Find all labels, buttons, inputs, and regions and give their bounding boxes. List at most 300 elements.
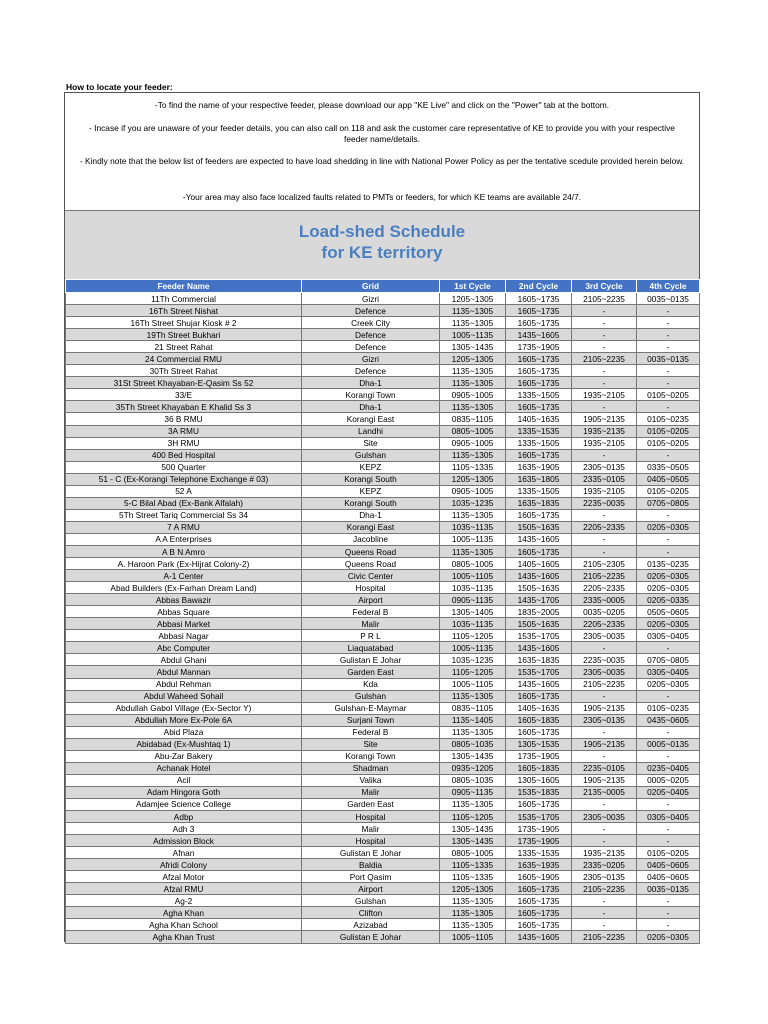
table-row xyxy=(66,847,700,859)
cell-grid: Korangi Town xyxy=(302,750,440,762)
cell-4th-cycle: - xyxy=(637,545,700,557)
cell-2nd-cycle: 1535~1705 xyxy=(506,666,572,678)
cell-grid: Gizri xyxy=(302,293,440,305)
cell-4th-cycle: 0105~0235 xyxy=(637,413,700,425)
table-row xyxy=(66,702,700,714)
cell-2nd-cycle: 1535~1835 xyxy=(506,786,572,798)
table-row xyxy=(66,461,700,473)
cell-feeder-name: 51 - C (Ex-Korangi Telephone Exchange # 03) xyxy=(66,473,302,485)
cell-3rd-cycle: - xyxy=(572,305,637,317)
cell-4th-cycle: 0435~0605 xyxy=(637,714,700,726)
cell-1st-cycle: 0805~1005 xyxy=(440,847,506,859)
table-row xyxy=(66,594,700,606)
table-row xyxy=(66,823,700,835)
cell-4th-cycle: - xyxy=(637,798,700,810)
cell-grid: Garden East xyxy=(302,798,440,810)
cell-4th-cycle: 0305~0405 xyxy=(637,811,700,823)
cell-feeder-name: 21 Street Rahat xyxy=(66,341,302,353)
cell-feeder-name: 7 A RMU xyxy=(66,521,302,533)
table-row xyxy=(66,389,700,401)
cell-grid: Federal B xyxy=(302,726,440,738)
table-row xyxy=(66,317,700,329)
cell-feeder-name: Afridi Colony xyxy=(66,859,302,871)
table-row xyxy=(66,895,700,907)
cell-feeder-name: 3H RMU xyxy=(66,437,302,449)
cell-2nd-cycle: 1435~1705 xyxy=(506,594,572,606)
cell-grid: Hospital xyxy=(302,811,440,823)
cell-grid: Jacobline xyxy=(302,533,440,545)
table-row xyxy=(66,413,700,425)
table-row xyxy=(66,714,700,726)
cell-feeder-name: Abdul Rehman xyxy=(66,678,302,690)
cell-2nd-cycle: 1605~1905 xyxy=(506,871,572,883)
cell-2nd-cycle: 1505~1635 xyxy=(506,521,572,533)
cell-feeder-name: Abdullah Gabol Village (Ex-Sector Y) xyxy=(66,702,302,714)
cell-feeder-name: Abbas Bawazir xyxy=(66,594,302,606)
cell-feeder-name: A B N Amro xyxy=(66,545,302,557)
note-local-faults: -Your area may also face localized faults related to PMTs or feeders, for which KE teams are available 24/7. xyxy=(182,192,582,202)
cell-4th-cycle: 0205~0335 xyxy=(637,594,700,606)
table-row xyxy=(66,329,700,341)
cell-2nd-cycle: 1435~1605 xyxy=(506,329,572,341)
cell-feeder-name: Adbp xyxy=(66,811,302,823)
cell-grid: Shadman xyxy=(302,762,440,774)
cell-2nd-cycle: 1605~1735 xyxy=(506,907,572,919)
cell-feeder-name: 11Th Commercial xyxy=(66,293,302,305)
cell-2nd-cycle: 1605~1735 xyxy=(506,919,572,931)
cell-1st-cycle: 1205~1305 xyxy=(440,883,506,895)
table-row xyxy=(66,690,700,702)
cell-4th-cycle: - xyxy=(637,401,700,413)
cell-feeder-name: A A Enterprises xyxy=(66,533,302,545)
cell-1st-cycle: 1305~1435 xyxy=(440,750,506,762)
cell-feeder-name: Abad Builders (Ex-Farhan Dream Land) xyxy=(66,582,302,594)
cell-feeder-name: Agha Khan xyxy=(66,907,302,919)
cell-2nd-cycle: 1735~1905 xyxy=(506,341,572,353)
cell-4th-cycle: - xyxy=(637,533,700,545)
cell-4th-cycle: - xyxy=(637,919,700,931)
cell-2nd-cycle: 1605~1735 xyxy=(506,293,572,305)
cell-grid: Landhi xyxy=(302,425,440,437)
cell-2nd-cycle: 1405~1635 xyxy=(506,702,572,714)
cell-grid: Gulistan E Johar xyxy=(302,847,440,859)
cell-3rd-cycle: - xyxy=(572,835,637,847)
cell-1st-cycle: 1005~1135 xyxy=(440,533,506,545)
cell-grid: Malir xyxy=(302,786,440,798)
cell-4th-cycle: - xyxy=(637,823,700,835)
cell-2nd-cycle: 1605~1735 xyxy=(506,545,572,557)
cell-4th-cycle: 0105~0205 xyxy=(637,425,700,437)
cell-grid: Korangi East xyxy=(302,413,440,425)
cell-grid: Site xyxy=(302,437,440,449)
cell-4th-cycle: - xyxy=(637,341,700,353)
cell-feeder-name: 24 Commercial RMU xyxy=(66,353,302,365)
cell-grid: KEPZ xyxy=(302,461,440,473)
cell-1st-cycle: 0805~1035 xyxy=(440,738,506,750)
table-header-row xyxy=(66,280,700,293)
cell-3rd-cycle: 2135~0005 xyxy=(572,786,637,798)
cell-4th-cycle: 0235~0405 xyxy=(637,762,700,774)
cell-4th-cycle: 0305~0405 xyxy=(637,630,700,642)
cell-feeder-name: 36 B RMU xyxy=(66,413,302,425)
cell-feeder-name: Abc Computer xyxy=(66,642,302,654)
cell-1st-cycle: 1135~1305 xyxy=(440,377,506,389)
cell-3rd-cycle: - xyxy=(572,377,637,389)
cell-2nd-cycle: 1405~1635 xyxy=(506,413,572,425)
cell-1st-cycle: 0905~1005 xyxy=(440,485,506,497)
cell-feeder-name: Abbasi Nagar xyxy=(66,630,302,642)
cell-4th-cycle: 0205~0305 xyxy=(637,582,700,594)
cell-grid: Korangi Town xyxy=(302,389,440,401)
cell-grid: Gulistan E Johar xyxy=(302,931,440,943)
cell-2nd-cycle: 1435~1605 xyxy=(506,533,572,545)
cell-3rd-cycle: 2335~0005 xyxy=(572,594,637,606)
header-4th-cycle: 4th Cycle xyxy=(637,280,700,293)
cell-3rd-cycle: 1935~2135 xyxy=(572,425,637,437)
cell-feeder-name: Abidabad (Ex-Mushtaq 1) xyxy=(66,738,302,750)
cell-grid: Airport xyxy=(302,883,440,895)
cell-grid: Malir xyxy=(302,823,440,835)
cell-grid: Liaquatabad xyxy=(302,642,440,654)
table-row xyxy=(66,485,700,497)
cell-4th-cycle: 0405~0605 xyxy=(637,859,700,871)
cell-2nd-cycle: 1605~1735 xyxy=(506,895,572,907)
table-row xyxy=(66,907,700,919)
cell-3rd-cycle: 2305~0035 xyxy=(572,630,637,642)
cell-1st-cycle: 1135~1305 xyxy=(440,365,506,377)
cell-feeder-name: 52 A xyxy=(66,485,302,497)
cell-3rd-cycle: - xyxy=(572,726,637,738)
cell-4th-cycle: 0205~0305 xyxy=(637,521,700,533)
cell-4th-cycle: - xyxy=(637,509,700,521)
cell-2nd-cycle: 1305~1605 xyxy=(506,774,572,786)
cell-4th-cycle: 0035~0135 xyxy=(637,293,700,305)
table-row xyxy=(66,678,700,690)
table-row xyxy=(66,642,700,654)
table-row xyxy=(66,473,700,485)
cell-1st-cycle: 1135~1305 xyxy=(440,907,506,919)
table-row xyxy=(66,582,700,594)
cell-2nd-cycle: 1605~1735 xyxy=(506,317,572,329)
cell-grid: Civic Center xyxy=(302,570,440,582)
cell-3rd-cycle: 2105~2235 xyxy=(572,678,637,690)
cell-1st-cycle: 0905~1135 xyxy=(440,594,506,606)
cell-3rd-cycle: 1905~2135 xyxy=(572,702,637,714)
cell-1st-cycle: 1105~1335 xyxy=(440,461,506,473)
cell-4th-cycle: - xyxy=(637,895,700,907)
cell-3rd-cycle: 2305~0035 xyxy=(572,666,637,678)
cell-2nd-cycle: 1405~1605 xyxy=(506,558,572,570)
cell-2nd-cycle: 1605~1735 xyxy=(506,449,572,461)
cell-1st-cycle: 1105~1335 xyxy=(440,859,506,871)
cell-2nd-cycle: 1635~1935 xyxy=(506,859,572,871)
table-row xyxy=(66,786,700,798)
cell-3rd-cycle: - xyxy=(572,750,637,762)
table-row xyxy=(66,666,700,678)
cell-4th-cycle: - xyxy=(637,726,700,738)
cell-1st-cycle: 1035~1235 xyxy=(440,497,506,509)
cell-feeder-name: Admission Block xyxy=(66,835,302,847)
cell-3rd-cycle: 2205~2335 xyxy=(572,582,637,594)
cell-1st-cycle: 1205~1305 xyxy=(440,293,506,305)
cell-3rd-cycle: 1935~2105 xyxy=(572,437,637,449)
cell-4th-cycle: 0105~0235 xyxy=(637,702,700,714)
cell-3rd-cycle: 2105~2235 xyxy=(572,570,637,582)
cell-2nd-cycle: 1335~1535 xyxy=(506,425,572,437)
cell-feeder-name: 30Th Street Rahat xyxy=(66,365,302,377)
table-row xyxy=(66,353,700,365)
cell-4th-cycle: 0105~0205 xyxy=(637,485,700,497)
table-row xyxy=(66,533,700,545)
cell-4th-cycle: 0105~0205 xyxy=(637,389,700,401)
cell-3rd-cycle: 2105~2235 xyxy=(572,293,637,305)
cell-2nd-cycle: 1605~1735 xyxy=(506,365,572,377)
table-row xyxy=(66,762,700,774)
note-app: -To find the name of your respective feeder, please download our app "KE Live" and click on the "Power" tab at the bottom. xyxy=(154,100,610,110)
cell-3rd-cycle: 2235~0105 xyxy=(572,762,637,774)
table-row xyxy=(66,798,700,810)
table-row xyxy=(66,919,700,931)
schedule-document xyxy=(64,92,700,942)
cell-4th-cycle: - xyxy=(637,317,700,329)
cell-3rd-cycle: 1935~2105 xyxy=(572,485,637,497)
cell-4th-cycle: - xyxy=(637,365,700,377)
cell-feeder-name: 400 Bed Hospital xyxy=(66,449,302,461)
cell-2nd-cycle: 1505~1635 xyxy=(506,582,572,594)
cell-1st-cycle: 1105~1205 xyxy=(440,811,506,823)
cell-grid: Queens Road xyxy=(302,545,440,557)
table-row xyxy=(66,738,700,750)
cell-grid: Malir xyxy=(302,618,440,630)
cell-2nd-cycle: 1435~1605 xyxy=(506,570,572,582)
cell-2nd-cycle: 1435~1605 xyxy=(506,678,572,690)
cell-1st-cycle: 1205~1305 xyxy=(440,473,506,485)
table-row xyxy=(66,570,700,582)
cell-grid: Defence xyxy=(302,341,440,353)
cell-2nd-cycle: 1635~1835 xyxy=(506,654,572,666)
cell-3rd-cycle: 2335~0205 xyxy=(572,859,637,871)
cell-4th-cycle: - xyxy=(637,642,700,654)
cell-grid: Clifton xyxy=(302,907,440,919)
cell-3rd-cycle: - xyxy=(572,690,637,702)
cell-1st-cycle: 0905~1005 xyxy=(440,437,506,449)
cell-3rd-cycle: 1935~2105 xyxy=(572,389,637,401)
cell-grid: Korangi South xyxy=(302,497,440,509)
cell-3rd-cycle: 2105~2235 xyxy=(572,931,637,943)
cell-2nd-cycle: 1335~1535 xyxy=(506,847,572,859)
cell-1st-cycle: 1135~1305 xyxy=(440,509,506,521)
cell-feeder-name: 35Th Street Khayaban E Khalid Ss 3 xyxy=(66,401,302,413)
cell-1st-cycle: 0805~1005 xyxy=(440,425,506,437)
cell-2nd-cycle: 1335~1505 xyxy=(506,437,572,449)
cell-2nd-cycle: 1605~1735 xyxy=(506,305,572,317)
cell-feeder-name: 500 Quarter xyxy=(66,461,302,473)
cell-3rd-cycle: 1905~2135 xyxy=(572,774,637,786)
cell-2nd-cycle: 1605~1735 xyxy=(506,883,572,895)
cell-4th-cycle: 0705~0805 xyxy=(637,654,700,666)
cell-feeder-name: Abdul Waheed Sohail xyxy=(66,690,302,702)
cell-4th-cycle: 0405~0505 xyxy=(637,473,700,485)
cell-grid: Port Qasim xyxy=(302,871,440,883)
cell-1st-cycle: 1305~1435 xyxy=(440,823,506,835)
cell-4th-cycle: 0035~0135 xyxy=(637,353,700,365)
cell-feeder-name: Agha Khan School xyxy=(66,919,302,931)
cell-2nd-cycle: 1335~1505 xyxy=(506,485,572,497)
cell-grid: Gulistan E Johar xyxy=(302,654,440,666)
cell-grid: Gulshan xyxy=(302,895,440,907)
cell-2nd-cycle: 1635~1805 xyxy=(506,473,572,485)
cell-feeder-name: 5Th Street Tariq Commercial Ss 34 xyxy=(66,509,302,521)
cell-1st-cycle: 1135~1305 xyxy=(440,449,506,461)
cell-grid: Gulshan xyxy=(302,690,440,702)
cell-4th-cycle: - xyxy=(637,377,700,389)
cell-grid: Gizri xyxy=(302,353,440,365)
table-row xyxy=(66,545,700,557)
table-row xyxy=(66,365,700,377)
cell-2nd-cycle: 1605~1835 xyxy=(506,714,572,726)
cell-feeder-name: Abbasi Market xyxy=(66,618,302,630)
cell-2nd-cycle: 1605~1735 xyxy=(506,377,572,389)
header-3rd-cycle: 3rd Cycle xyxy=(572,280,637,293)
table-row xyxy=(66,558,700,570)
cell-1st-cycle: 0905~1005 xyxy=(440,389,506,401)
cell-grid: Defence xyxy=(302,329,440,341)
cell-feeder-name: Abid Plaza xyxy=(66,726,302,738)
cell-1st-cycle: 1005~1135 xyxy=(440,642,506,654)
cell-3rd-cycle: - xyxy=(572,533,637,545)
cell-grid: Dha-1 xyxy=(302,509,440,521)
table-body xyxy=(66,293,700,944)
cell-grid: Baldia xyxy=(302,859,440,871)
table-row xyxy=(66,630,700,642)
cell-1st-cycle: 1135~1305 xyxy=(440,726,506,738)
cell-feeder-name: Adamjee Science College xyxy=(66,798,302,810)
cell-4th-cycle: 0705~0805 xyxy=(637,497,700,509)
table-row xyxy=(66,341,700,353)
cell-grid: Hospital xyxy=(302,582,440,594)
note-call-118: - Incase if you are unaware of your feeder details, you can also call on 118 and ask the customer care representative of KE to provide you with your respective feeder name/details. xyxy=(89,123,675,144)
cell-feeder-name: Abbas Square xyxy=(66,606,302,618)
cell-1st-cycle: 1105~1205 xyxy=(440,666,506,678)
header-2nd-cycle: 2nd Cycle xyxy=(506,280,572,293)
table-row xyxy=(66,883,700,895)
cell-2nd-cycle: 1735~1905 xyxy=(506,750,572,762)
cell-2nd-cycle: 1735~1905 xyxy=(506,823,572,835)
cell-3rd-cycle: - xyxy=(572,907,637,919)
cell-3rd-cycle: - xyxy=(572,449,637,461)
cell-feeder-name: Abu-Zar Bakery xyxy=(66,750,302,762)
cell-feeder-name: 3A RMU xyxy=(66,425,302,437)
cell-3rd-cycle: - xyxy=(572,341,637,353)
table-row xyxy=(66,859,700,871)
cell-2nd-cycle: 1605~1735 xyxy=(506,798,572,810)
cell-1st-cycle: 1035~1135 xyxy=(440,618,506,630)
cell-3rd-cycle: 2205~2335 xyxy=(572,618,637,630)
cell-1st-cycle: 1035~1135 xyxy=(440,521,506,533)
cell-4th-cycle: 0335~0505 xyxy=(637,461,700,473)
title-line-1: Load-shed Schedule xyxy=(298,222,466,241)
cell-4th-cycle: - xyxy=(637,907,700,919)
cell-3rd-cycle: 2305~0135 xyxy=(572,871,637,883)
cell-feeder-name: Agha Khan Trust xyxy=(66,931,302,943)
cell-grid: Site xyxy=(302,738,440,750)
cell-grid: Defence xyxy=(302,305,440,317)
table-row xyxy=(66,401,700,413)
cell-feeder-name: Ag-2 xyxy=(66,895,302,907)
cell-4th-cycle: 0105~0205 xyxy=(637,437,700,449)
cell-feeder-name: 16Th Street Nishat xyxy=(66,305,302,317)
cell-grid: Korangi East xyxy=(302,521,440,533)
cell-2nd-cycle: 1605~1735 xyxy=(506,353,572,365)
cell-1st-cycle: 1135~1405 xyxy=(440,714,506,726)
cell-4th-cycle: 0035~0135 xyxy=(637,883,700,895)
load-shed-table xyxy=(65,279,700,944)
cell-4th-cycle: 0205~0305 xyxy=(637,678,700,690)
cell-4th-cycle: 0205~0405 xyxy=(637,786,700,798)
cell-3rd-cycle: 2335~0105 xyxy=(572,473,637,485)
cell-grid: Defence xyxy=(302,365,440,377)
cell-2nd-cycle: 1505~1635 xyxy=(506,618,572,630)
cell-grid: Korangi South xyxy=(302,473,440,485)
cell-grid: Dha-1 xyxy=(302,377,440,389)
cell-3rd-cycle: 0035~0205 xyxy=(572,606,637,618)
cell-2nd-cycle: 1635~1905 xyxy=(506,461,572,473)
table-row xyxy=(66,606,700,618)
cell-feeder-name: Achanak Hotel xyxy=(66,762,302,774)
cell-feeder-name: Adh 3 xyxy=(66,823,302,835)
cell-1st-cycle: 1305~1435 xyxy=(440,341,506,353)
cell-1st-cycle: 1105~1335 xyxy=(440,871,506,883)
cell-4th-cycle: - xyxy=(637,835,700,847)
cell-feeder-name: A-1 Center xyxy=(66,570,302,582)
cell-1st-cycle: 1135~1305 xyxy=(440,401,506,413)
cell-1st-cycle: 1135~1305 xyxy=(440,317,506,329)
table-row xyxy=(66,931,700,943)
cell-grid: Federal B xyxy=(302,606,440,618)
cell-feeder-name: 33/E xyxy=(66,389,302,401)
table-row xyxy=(66,425,700,437)
cell-grid: Airport xyxy=(302,594,440,606)
cell-2nd-cycle: 1605~1835 xyxy=(506,762,572,774)
cell-grid: Valika xyxy=(302,774,440,786)
cell-3rd-cycle: - xyxy=(572,365,637,377)
table-row xyxy=(66,509,700,521)
cell-feeder-name: 5-C Bilal Abad (Ex-Bank Alfalah) xyxy=(66,497,302,509)
instructions-section xyxy=(65,93,699,210)
table-row xyxy=(66,726,700,738)
how-to-heading: How to locate your feeder: xyxy=(66,82,173,92)
cell-3rd-cycle: 2235~0035 xyxy=(572,497,637,509)
cell-3rd-cycle: - xyxy=(572,401,637,413)
cell-1st-cycle: 1305~1405 xyxy=(440,606,506,618)
cell-3rd-cycle: - xyxy=(572,317,637,329)
cell-1st-cycle: 0905~1135 xyxy=(440,786,506,798)
header-grid: Grid xyxy=(302,280,440,293)
cell-1st-cycle: 1135~1305 xyxy=(440,545,506,557)
cell-4th-cycle: - xyxy=(637,329,700,341)
cell-4th-cycle: 0005~0205 xyxy=(637,774,700,786)
cell-2nd-cycle: 1835~2005 xyxy=(506,606,572,618)
cell-3rd-cycle: - xyxy=(572,798,637,810)
table-row xyxy=(66,811,700,823)
table-row xyxy=(66,293,700,305)
table-row xyxy=(66,871,700,883)
cell-3rd-cycle: - xyxy=(572,895,637,907)
cell-1st-cycle: 1005~1105 xyxy=(440,931,506,943)
cell-1st-cycle: 0935~1205 xyxy=(440,762,506,774)
cell-1st-cycle: 0805~1035 xyxy=(440,774,506,786)
cell-grid: Dha-1 xyxy=(302,401,440,413)
